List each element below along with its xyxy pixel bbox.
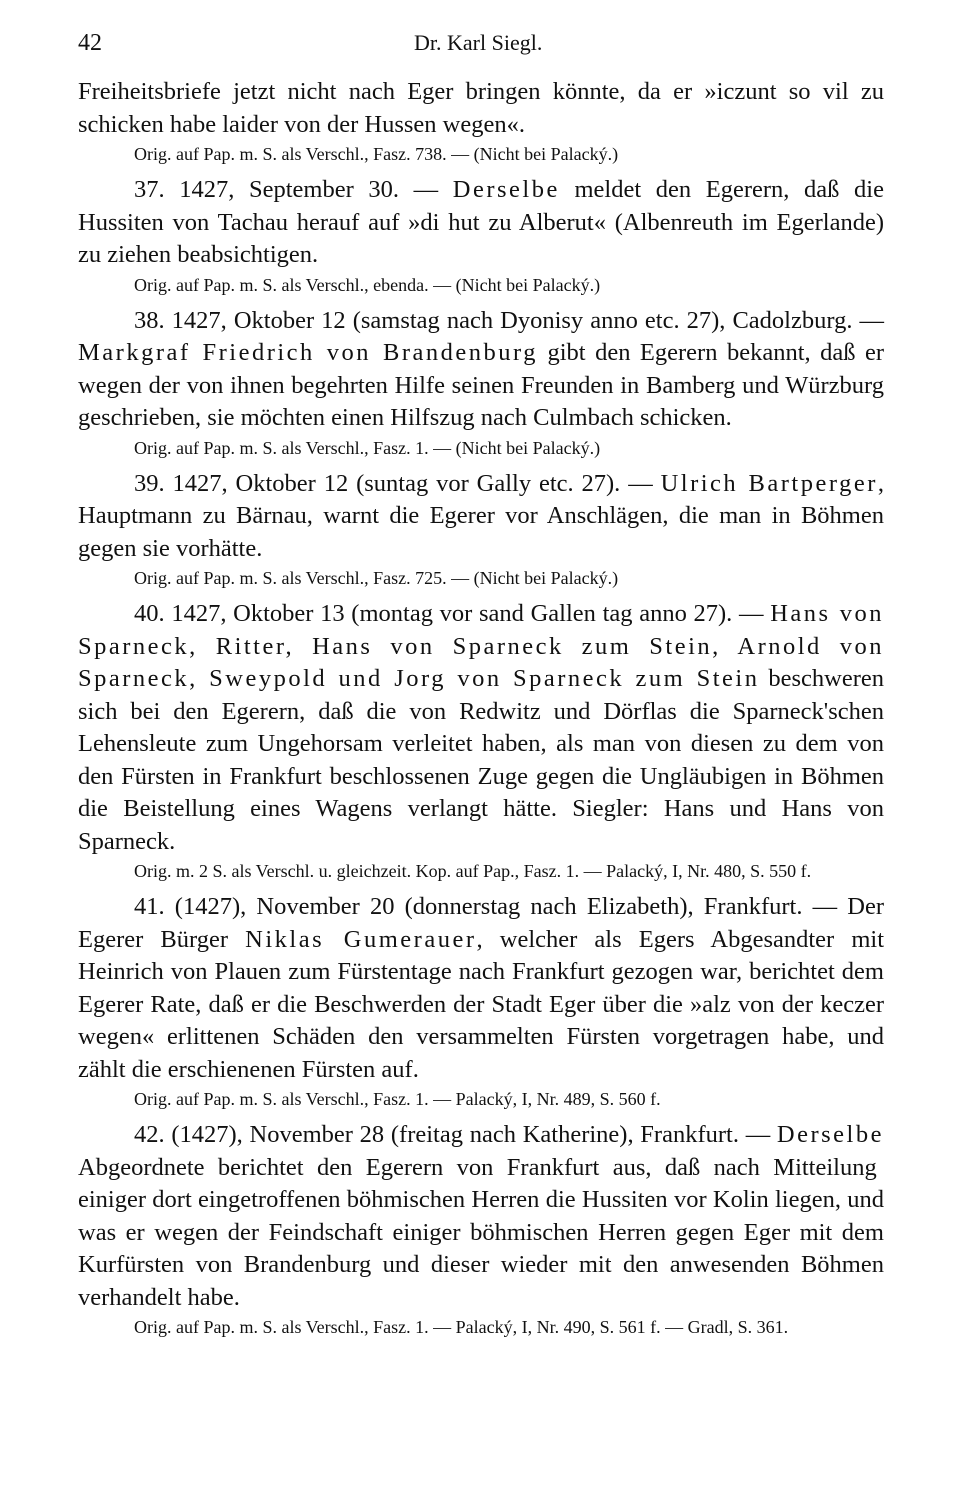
entry-lead: 37. 1427, September 30. — <box>134 176 453 203</box>
entry-name: Derselbe <box>452 176 560 203</box>
entry-lead: 41. (1427), November 20 (donnerstag nach Elizabeth), Frankfurt. — Der Egerer Bürger <box>78 893 884 953</box>
entry-body: gibt den Egerern bekannt, daß er wegen der von ihnen begehrten Hilfe seinen Freunden in Bamberg und Würzburg geschrieben, sie möchten einen Hilfszug nach Culmbach schicken. <box>78 339 884 431</box>
entry-lead: 40. 1427, Oktober 13 (montag vor sand Gallen tag anno 27). — <box>134 600 771 627</box>
entry-body: beschweren sich bei den Egerern, daß die von Redwitz und Dörflas die Sparneck'schen Lehensleute zum Ungehorsam verleitet haben, als man von diesen zu dem von den Fürsten in Frankfurt beschlossenen Zuge gegen die Ungläubigen in Böhmen die Beistellung eines Wagens verlangt hätte. Siegler: Hans und Hans von Sparneck. <box>78 665 884 855</box>
entry-name: Derselbe <box>776 1121 884 1148</box>
intro-paragraph: Freiheitsbriefe jetzt nicht nach Eger bringen könnte, da er »iczunt so vil zu schicken habe laider von der Hussen wegen«. <box>78 78 884 138</box>
entry-name: Ulrich Bartperger <box>660 469 878 497</box>
entry-38 <box>78 305 884 435</box>
page-number: 42 <box>78 30 102 56</box>
intro-source-note: Orig. auf Pap. m. S. als Verschl., Fasz. 738. — (Nicht bei Palacký.) <box>134 144 619 164</box>
entry-lead: 39. 1427, Oktober 12 (suntag vor Gally etc. 27). — <box>134 469 661 497</box>
entry-42 <box>78 1119 884 1314</box>
entry-body: meldet den Egerern, daß die Hussiten von Tachau herauf auf »di hut zu Alberut« (Albenreuth im Egerlande) zu ziehen beabsichtigen. <box>78 176 884 268</box>
entry-41 <box>78 891 884 1086</box>
entry-42-source-note: Orig. auf Pap. m. S. als Verschl., Fasz. 1. — Palacký, I, Nr. 490, S. 561 f. — Gradl, S. 361. <box>134 1317 789 1337</box>
entry-name: Hans von Sparneck, Ritter, Hans von Sparneck zum Stein, Arnold von Sparneck, Sweypold und Jorg von Sparneck zum Stein <box>78 600 884 692</box>
entry-name: Niklas Gumerauer <box>245 925 477 953</box>
entry-40 <box>78 598 884 858</box>
running-head: Dr. Karl Siegl. <box>414 30 543 55</box>
entry-name: Markgraf Friedrich von Brandenburg <box>78 339 538 366</box>
entry-body: Abgeordnete berichtet den Egerern von Frankfurt aus, daß nach Mitteilung einiger dort eingetroffenen böhmischen Herren die Hussiten vor Kolin liegen, und was er wegen der Feindschaft einiger böhmischen Herren gegen Eger mit dem Kurfürsten von Brandenburg und dieser wieder mit den anwesenden Böhmen verhandelt habe. <box>78 1153 884 1311</box>
entry-body: , Hauptmann zu Bärnau, warnt die Egerer vor Anschlägen, die man in Böhmen gegen sie vorhätte. <box>78 469 884 562</box>
entry-37-source-note: Orig. auf Pap. m. S. als Verschl., ebenda. — (Nicht bei Palacký.) <box>134 274 601 295</box>
entry-body: , welcher als Egers Abgesandter mit Heinrich von Plauen zum Fürstentage nach Frankfurt gezogen war, berichtet dem Egerer Rate, daß er die Beschwerden der Stadt Eger über die »alz von der keczer wegen« erlittenen Schäden den versammelten Fürsten vorgetragen habe, und zählt die erschienenen Fürsten auf. <box>78 925 885 1083</box>
entry-lead: 42. (1427), November 28 (freitag nach Katherine), Frankfurt. — <box>134 1121 777 1148</box>
entry-39-source-note: Orig. auf Pap. m. S. als Verschl., Fasz. 725. — (Nicht bei Palacký.) <box>134 568 619 588</box>
entry-39 <box>78 468 884 566</box>
page-header <box>78 30 884 76</box>
document-page <box>78 30 884 1341</box>
entry-41-source-note: Orig. auf Pap. m. S. als Verschl., Fasz. 1. — Palacký, I, Nr. 489, S. 560 f. <box>134 1089 661 1109</box>
entry-40-source-note: Orig. m. 2 S. als Verschl. u. gleichzeit. Kop. auf Pap., Fasz. 1. — Palacký, I, Nr. 480, S. 550 f. <box>134 861 812 881</box>
entry-lead: 38. 1427, Oktober 12 (samstag nach Dyonisy anno etc. 27), Cadolzburg. — <box>134 306 884 334</box>
entry-37 <box>78 174 884 272</box>
entry-38-source-note: Orig. auf Pap. m. S. als Verschl., Fasz. 1. — (Nicht bei Palacký.) <box>134 437 601 458</box>
